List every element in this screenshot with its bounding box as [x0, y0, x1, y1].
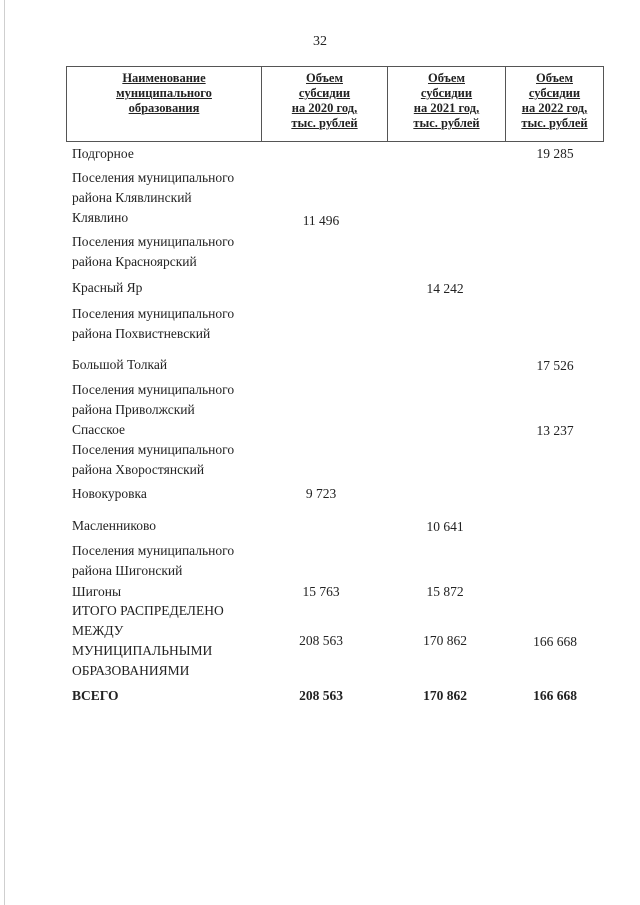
value-2022: 19 285 — [536, 146, 574, 161]
row-name: Красный Яр — [72, 280, 143, 295]
value-2021: 10 641 — [426, 519, 464, 534]
scan-edge-line — [4, 0, 5, 905]
value-2022: 166 668 — [533, 688, 577, 703]
header-subsidy-2021: Объем субсидии на 2021 год, тыс. рублей — [388, 67, 506, 141]
row-name: Поселения муниципального района Шигонский — [72, 543, 235, 578]
header-subsidy-2020: Объем субсидии на 2020 год, тыс. рублей — [262, 67, 388, 141]
value-2021: 170 862 — [423, 688, 467, 703]
row-name: Клявлино — [72, 210, 129, 225]
row-name: Масленниково — [72, 518, 157, 533]
value-2021: 14 242 — [426, 281, 464, 296]
value-2022: 13 237 — [536, 423, 574, 438]
row-name: Новокуровка — [72, 486, 147, 501]
value-2020: 208 563 — [299, 633, 343, 648]
value-2020: 9 723 — [305, 486, 337, 501]
header-municipality: Наименование муниципального образования — [67, 67, 262, 141]
row-name: Большой Толкай — [72, 357, 168, 372]
row-name: Поселения муниципального района Хворостянский — [72, 442, 235, 477]
value-2020: 208 563 — [299, 688, 343, 703]
header-subsidy-2022: Объем субсидии на 2022 год, тыс. рублей — [521, 71, 588, 130]
row-name: Поселения муниципального района Похвистневский — [72, 306, 235, 341]
row-name: ИТОГО РАСПРЕДЕЛЕНО МЕЖДУ МУНИЦИПАЛЬНЫМИ ОБРАЗОВАНИЯМИ — [72, 603, 224, 678]
row-name: Спасское — [72, 422, 125, 437]
value-2022: 17 526 — [536, 358, 574, 373]
row-name: Поселения муниципального района Клявлинский — [72, 170, 235, 205]
value-2020: 15 763 — [302, 584, 340, 599]
value-2020: 11 496 — [302, 213, 340, 228]
row-name: Подгорное — [72, 146, 134, 161]
row-name: Шигоны — [72, 584, 122, 599]
row-name: Поселения муниципального района Красноярский — [72, 234, 235, 269]
row-name: ВСЕГО — [72, 688, 119, 703]
table-header — [66, 66, 604, 142]
value-2021: 15 872 — [426, 584, 464, 599]
page-number: 32 — [313, 34, 327, 49]
row-name: Поселения муниципального района Приволжский — [72, 382, 235, 417]
value-2022: 166 668 — [533, 634, 577, 649]
value-2021: 170 862 — [423, 633, 467, 648]
